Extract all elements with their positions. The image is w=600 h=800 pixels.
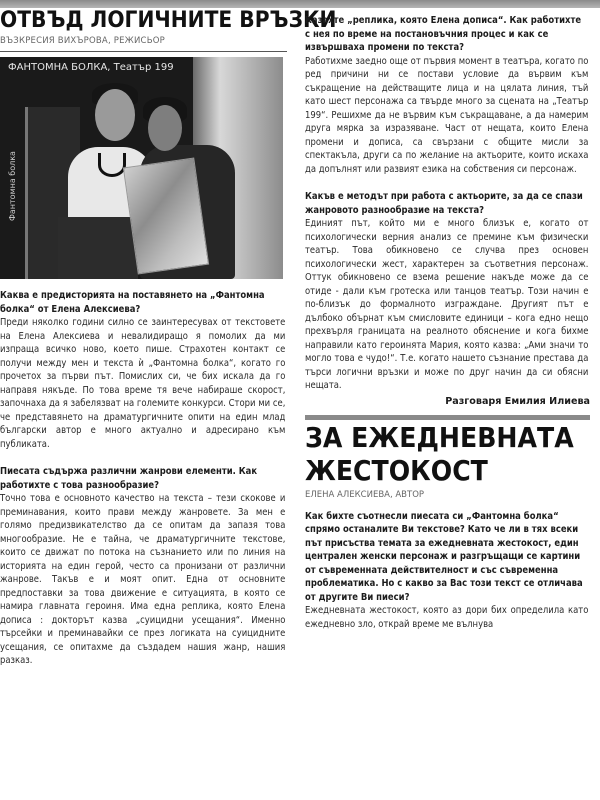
photo-figure-head — [148, 105, 182, 151]
article2-headline-line2: ЖЕСТОКОСТ — [305, 453, 488, 487]
article-byline: ВЪЗКРЕСИЯ ВИХЪРОВА, РЕЖИСЬОР — [0, 36, 165, 46]
article2-byline: ЕЛЕНА АЛЕКСИЕВА, АВТОР — [305, 489, 425, 500]
left-column — [0, 8, 337, 668]
divider — [0, 51, 287, 52]
interview-question: Какъв е методът при работа с актьорите, за да се спази жанровото разнообразие на текста? — [305, 191, 583, 216]
interview-question: Казахте „реплика, която Елена дописа“. Как работихте с нея по време на постановъчния процес и как се извършваха промени по текста? — [305, 15, 582, 53]
section-divider — [305, 415, 590, 420]
photo-figure-head — [95, 89, 135, 141]
photo-side-caption: Фантомна болка — [8, 151, 17, 221]
interview-answer: Работихме заедно още от първия момент в театъра, когато по ред причини ни се постави условие да вървим към съкращение на действащите лица и на цялата линия, тъй като шест персонажа са твърде много за сцената на „Театър 199“. Решихме да не вървим към съкращаване, а да намерим друга мярка за изразяване. Част от нещата, които Елена промени и дописа, са свързани с общите мисли за спектакъла, други са по желание на актьорите, които искаха да допълнят или развият езика на собствения си персонаж. — [305, 55, 589, 175]
article2-headline-line1: ЗА ЕЖЕДНЕВНАТА — [305, 420, 574, 454]
right-column — [305, 8, 590, 631]
interviewer-signature: Разговаря Емилия Илиева — [445, 395, 590, 407]
interview-answer: Преди няколко години силно се заинтересувах от текстовете на Елена Алексиева и невалидиращо я помолих да ми изпраща всичко ново, което пише. Страхотен контакт се получи между мен и текста ѝ „Фантомна болка“, когато го прочетох за първи път. Помислих си, че бих искала да го направя някъде. По това време тя вече набираше скорост, започнаха да я забелязват на големите конкурси. Стори ми се, че представянето на драматургичните опити на един млад български автор е много актуално и адресирано към публиката. — [0, 317, 286, 450]
photo-figure-skirt — [58, 217, 138, 279]
photo-newspaper — [123, 158, 209, 275]
article-photo — [0, 57, 283, 279]
photo-caption: ФАНТОМНА БОЛКА, Театър 199 — [8, 62, 174, 73]
article-headline: ОТВЪД ЛОГИЧНИТЕ ВРЪЗКИ — [0, 8, 337, 33]
photo-necklace — [98, 153, 126, 177]
interview-answer: Точно това е основното качество на текста – тези скокове и преминавания, които прави между жанровете. За мен е голямо предизвикателство да се опитам да запазя това многообразие. Не е тайна, че драматургичните текстове, които се движат по потока на съзнанието или по линия на историята на един герой, често са пронизани от различни жанрове. Такъв е и моят опит. Една от основните предпоставки за това движение е ситуацията, в която се намира главната героиня. Има една реплика, която Елена дописа : докторът казва „суицидни усещания“. Именно търсейки и преминавайки се през логиката на суицидните усещания, се опитахме да създадем нашия жанр, нашия разказ. — [0, 493, 286, 666]
interview-question: Каква е предисторията на поставянето на „Фантомна болка“ от Елена Алексиева? — [0, 290, 265, 315]
interview-question: Пиесата съдържа различни жанрови елементи. Как работихте с това разнообразие? — [0, 466, 258, 491]
interview-answer: Единият път, който ми е много близък е, когато от психологически верния анализ се премине към физически театър. Това обикновено се случва през основен психологически жест, характерен за съответния персонаж. Оттук обикновено се взема решение накъде може да се отиде - дали към гротеска или танцов театър. Този начин е по-близък до формалното изграждане. Другият път е дълбоко обърнат към смисловите единици – кога едно нещо прехвърля границата на реалното обяснение и кога бихме направили като героинята Мария, която казва: „Ами значи то могло това е чудо!“. Т.е. когато нашето съзнание престава да търси логични връзки и може по друг начин да си обясни нещата. — [305, 218, 589, 391]
interview-question: Как бихте съотнесли пиесата си „Фантомна болка“ спрямо останалите Ви текстове? Като че ли в тях всеки път присъства темата за ежедневната жестокост, един централен женски персонаж и разгръщащи се картини от съвременната действителност и със съвременна проблематика. Но с какво за Вас този текст се отличава от другите Ви пиеси? — [305, 510, 583, 603]
top-bar — [0, 0, 600, 8]
interview-answer: Ежедневната жестокост, която аз дори бих определила като ежедневно зло, открай време ме вълнува — [305, 605, 589, 630]
